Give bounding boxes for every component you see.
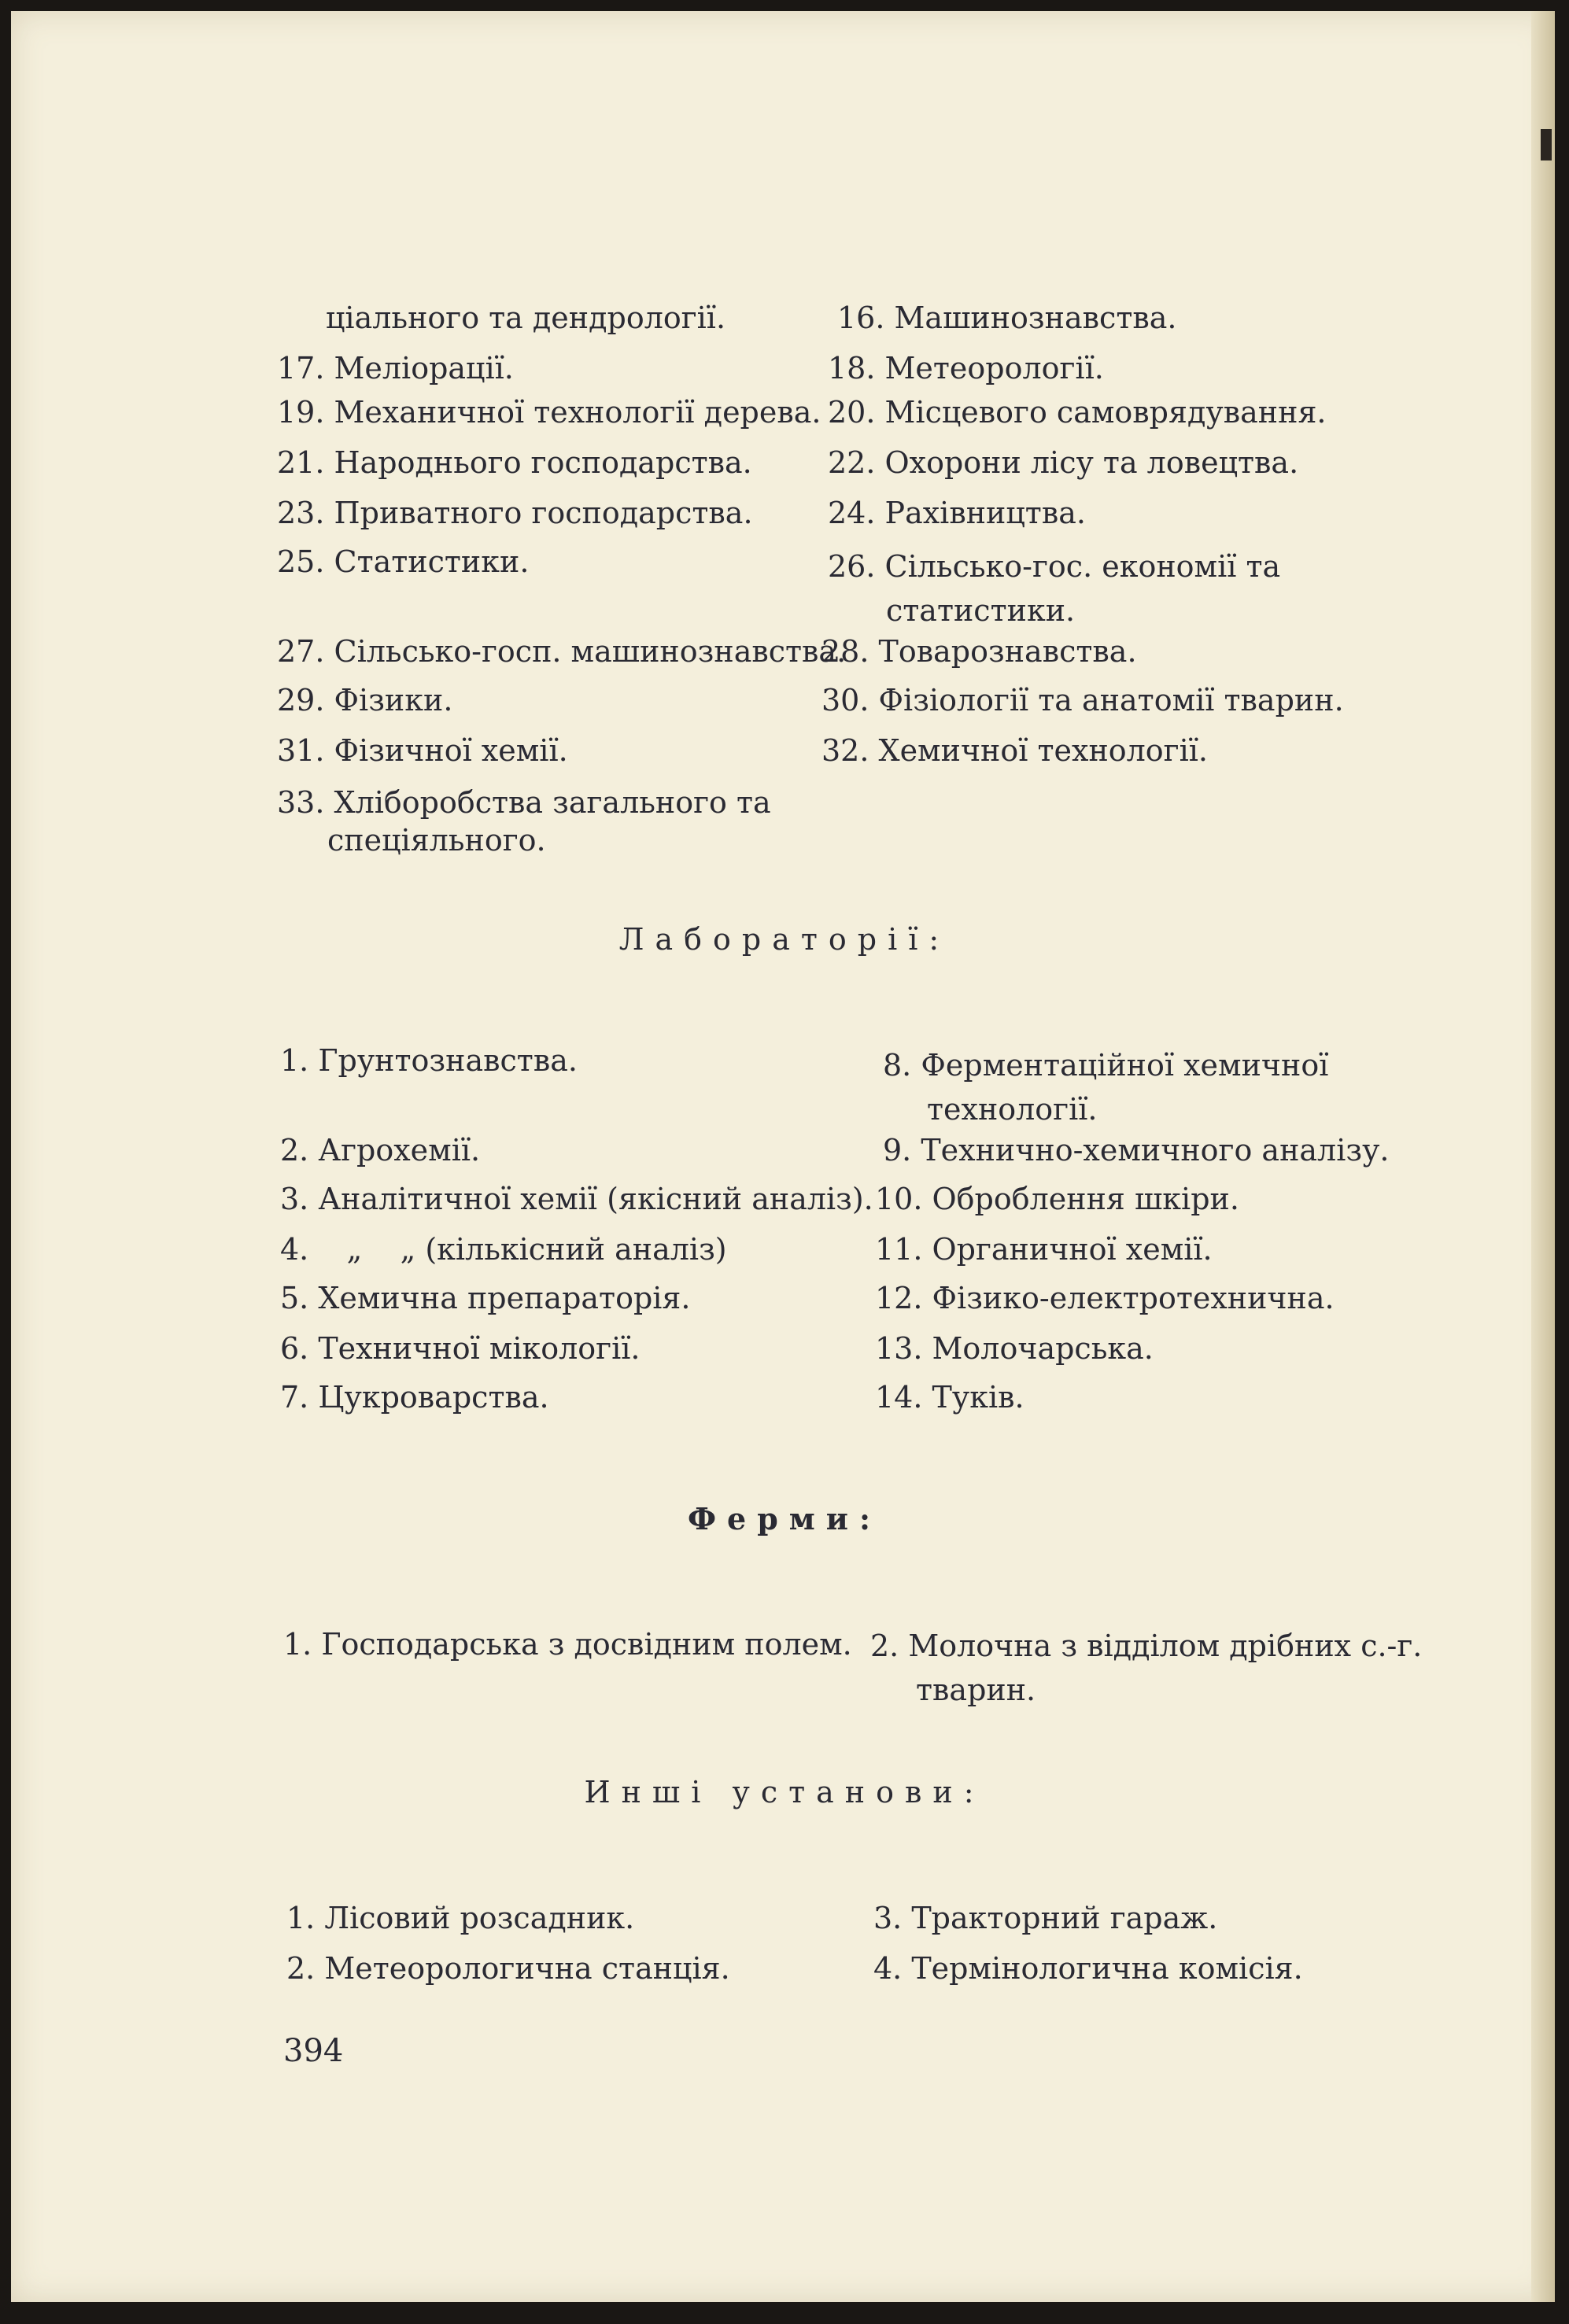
list-item: 26. Сільсько-гос. економії та статистики.: [828, 549, 1281, 628]
list-item: 4. Термінологична комісія.: [873, 1951, 1303, 1986]
list-item: 5. Хемична препараторія.: [280, 1281, 691, 1315]
list-item: 1. Лісовий розсадник.: [286, 1901, 635, 1935]
page-number: 394: [283, 2033, 344, 2069]
list-item: 21. Народнього господарства.: [277, 445, 752, 480]
list-item: 20. Місцевого самоврядування.: [828, 395, 1327, 430]
list-item: 28. Товарознавства.: [821, 634, 1137, 669]
list-item: 11. Органичної хемії.: [875, 1232, 1213, 1267]
list-item: 22. Охорони лісу та ловецтва.: [828, 445, 1299, 480]
list-item: 6. Техничної мікології.: [280, 1331, 641, 1366]
list-item: 7. Цукроварства.: [280, 1380, 549, 1415]
list-item: 29. Фізики.: [277, 683, 453, 717]
list-item: 4. „ „ (кількісний аналіз): [280, 1232, 727, 1267]
list-item: 13. Молочарська.: [875, 1331, 1154, 1366]
list-item: 16. Машинознавства.: [837, 301, 1177, 335]
list-item: 12. Фізико-електротехнична.: [875, 1281, 1335, 1315]
list-item: 23. Приватного господарства.: [277, 496, 753, 530]
list-item: 2. Метеорологична станція.: [286, 1951, 730, 1986]
list-item: 3. Аналітичної хемії (якісний аналіз).: [280, 1182, 873, 1216]
list-item: 2. Молочна з відділом дрібних с.-г. тварин.: [870, 1629, 1423, 1707]
list-item: 2. Агрохемії.: [280, 1133, 481, 1168]
list-item: 17. Меліорації.: [277, 351, 514, 385]
list-item: 30. Фізіології та анатомії тварин.: [821, 683, 1344, 717]
list-item: 14. Туків.: [875, 1380, 1024, 1415]
list-item: ціального та дендрології.: [326, 301, 726, 335]
edge-mark: [1541, 129, 1552, 160]
other-institutions-heading: Инші установи:: [584, 1775, 985, 1809]
list-item: 19. Механичної технології дерева.: [277, 395, 821, 430]
list-item: 33. Хліборобства загального та спеціяльного.: [277, 785, 771, 858]
laboratories-heading: Лабораторії:: [618, 922, 951, 957]
list-item: 27. Сільсько-госп. машинознавства.: [277, 634, 847, 669]
list-item: 9. Технично-хемичного аналізу.: [883, 1133, 1390, 1168]
list-item: 3. Тракторний гараж.: [873, 1901, 1218, 1935]
list-item: 1. Господарська з досвідним полем.: [283, 1627, 852, 1662]
list-item: 24. Рахівництва.: [828, 496, 1086, 530]
list-item: 18. Метеорології.: [828, 351, 1104, 385]
list-item: 10. Оброблення шкіри.: [875, 1182, 1239, 1216]
list-item: 31. Фізичної хемії.: [277, 733, 568, 768]
farms-heading: Ферми:: [687, 1501, 882, 1536]
list-item: 8. Ферментаційної хемичної технології.: [883, 1048, 1329, 1127]
list-item: 32. Хемичної технології.: [821, 733, 1208, 768]
list-item: 25. Статистики.: [277, 544, 530, 579]
list-item: 1. Грунтознавства.: [280, 1043, 578, 1078]
page-edge: [1531, 11, 1555, 2302]
